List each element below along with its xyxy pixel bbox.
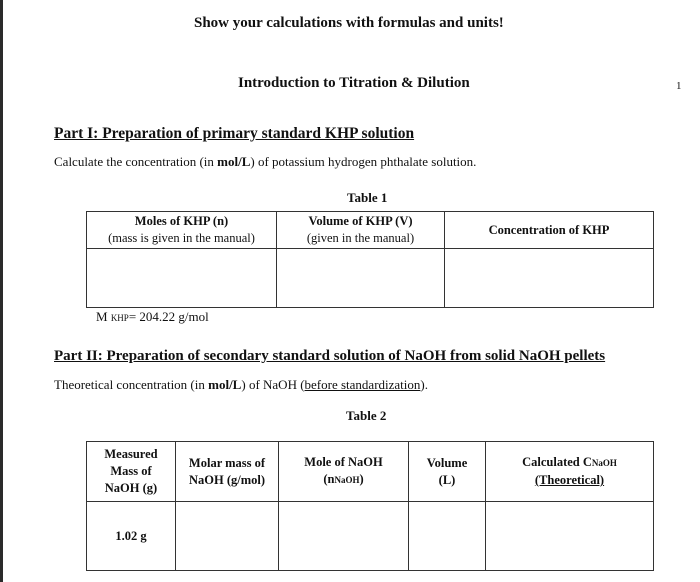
part1-description: Calculate the concentration (in mol/L) of potassium hydrogen phthalate solution. — [54, 154, 477, 169]
table1-header-volume: Volume of KHP (V) (given in the manual) — [277, 212, 445, 249]
table1-cell-moles[interactable] — [87, 249, 277, 308]
table2-cell-volume[interactable] — [409, 502, 486, 571]
table1-cell-concentration[interactable] — [445, 249, 654, 308]
part2-heading: Part II: Preparation of secondary standard solution of NaOH from solid NaOH pellets — [54, 348, 606, 364]
table2-cell-mass[interactable]: 1.02 g — [87, 502, 176, 571]
table1-header-concentration: Concentration of KHP — [445, 212, 654, 249]
table2-header-calculated: Calculated CNaOH (Theoretical) — [486, 442, 654, 502]
table2 — [86, 441, 654, 571]
table2-header-volume: Volume (L) — [409, 442, 486, 502]
part1-heading: Part I: Preparation of primary standard KHP solution — [54, 125, 415, 142]
part2-description: Theoretical concentration (in mol/L) of NaOH (before standardization). — [54, 377, 428, 392]
table2-caption: Table 2 — [346, 408, 387, 423]
table1-cell-volume[interactable] — [277, 249, 445, 308]
molar-mass-khp: M KHP= 204.22 g/mol — [96, 309, 209, 324]
instruction-text: Show your calculations with formulas and units! — [194, 15, 504, 31]
table2-cell-moles[interactable] — [279, 502, 409, 571]
table2-header-mass: Measured Mass of NaOH (g) — [87, 442, 176, 502]
page-left-edge — [0, 0, 3, 582]
table1-caption: Table 1 — [347, 190, 388, 205]
table2-cell-calculated[interactable] — [486, 502, 654, 571]
page-title: Introduction to Titration & Dilution — [238, 75, 470, 91]
page-number: 1 — [676, 80, 682, 92]
table2-header-moles: Mole of NaOH (nNaOH) — [279, 442, 409, 502]
table1-header-moles: Moles of KHP (n) (mass is given in the manual) — [87, 212, 277, 249]
table2-header-molar-mass: Molar mass of NaOH (g/mol) — [176, 442, 279, 502]
table2-cell-molar-mass[interactable] — [176, 502, 279, 571]
table1 — [86, 211, 654, 308]
